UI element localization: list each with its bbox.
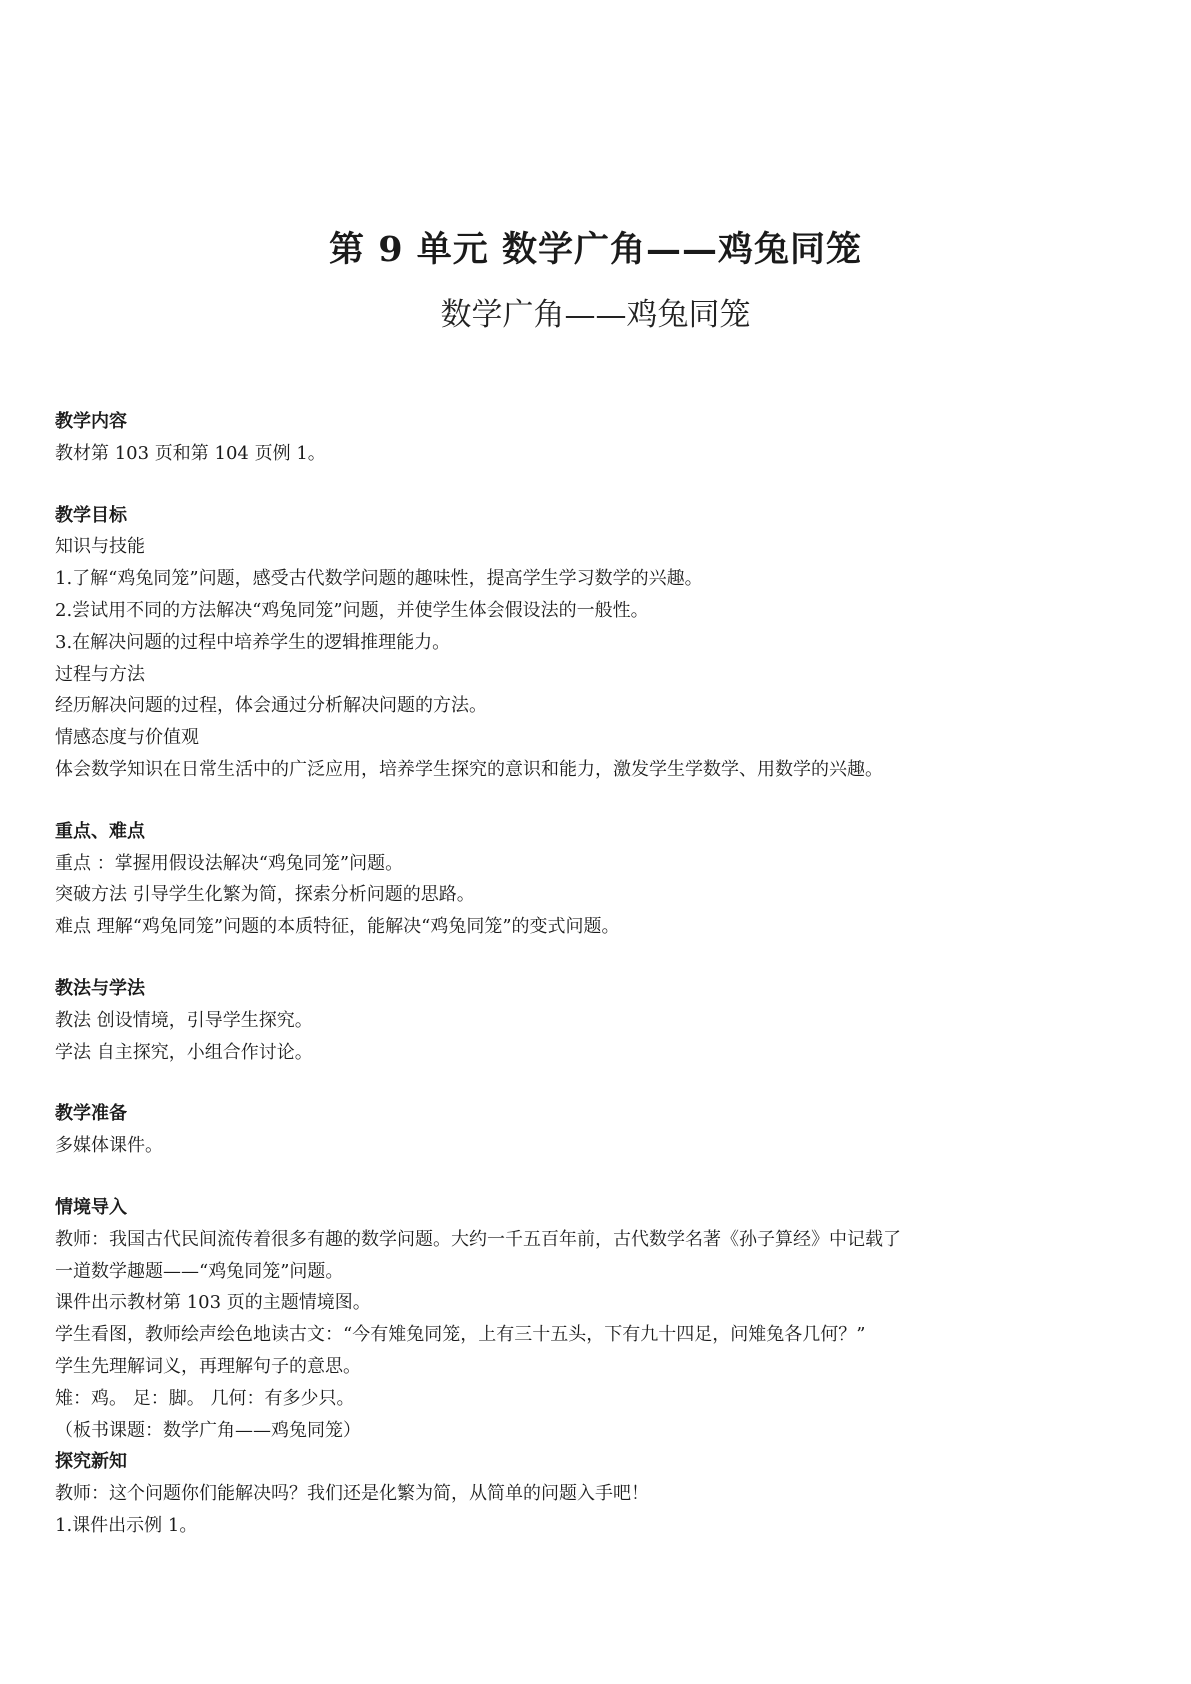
body-line: （板书课题：数学广角——鸡兔同笼）: [55, 1419, 361, 1441]
body-line: 1.课件出示例 1。: [55, 1514, 198, 1536]
document-subtitle: 数学广角——鸡兔同笼: [440, 297, 751, 333]
section-teaching-goals: [55, 500, 1155, 786]
section-key-points: [55, 816, 1155, 943]
body-line: 雉：鸡。 足：脚。 几何：有多少只。: [55, 1387, 355, 1409]
section-heading: 重点、难点: [55, 820, 145, 842]
section-intro: [55, 1192, 1155, 1446]
body-line: 教师：我国古代民间流传着很多有趣的数学问题。大约一千五百年前，古代数学名著《孙子算经》中记载了: [55, 1228, 901, 1250]
section-heading: 教学准备: [55, 1103, 127, 1125]
body-line: 情感态度与价值观: [55, 727, 199, 749]
section-teaching-content: [55, 406, 1155, 470]
body-line: 教材第 103 页和第 104 页例 1。: [55, 442, 326, 464]
body-line: 过程与方法: [55, 663, 145, 685]
body-line: 多媒体课件。: [55, 1135, 163, 1157]
section-heading: 教学内容: [55, 411, 127, 432]
body-line: 一道数学趣题——“鸡兔同笼”问题。: [55, 1260, 344, 1282]
body-line: 学法 自主探究，小组合作讨论。: [55, 1041, 313, 1063]
section-methods: [55, 973, 1155, 1068]
section-heading: 教学目标: [55, 504, 127, 526]
section-heading: 教法与学法: [55, 977, 145, 999]
document-title: 第 9 单元 数学广角——鸡兔同笼: [329, 229, 862, 270]
body-line: 教师：这个问题你们能解决吗？我们还是化繁为简，从简单的问题入手吧！: [55, 1483, 649, 1505]
body-line: 课件出示教材第 103 页的主题情境图。: [55, 1292, 371, 1314]
body-line: 重点 ：掌握用假设法解决“鸡兔同笼”问题。: [55, 852, 404, 874]
body-line: 教法 创设情境，引导学生探究。: [55, 1009, 313, 1031]
body-line: 2.尝试用不同的方法解决“鸡兔同笼”问题，并使学生体会假设法的一般性。: [55, 599, 649, 621]
section-explore: [55, 1446, 1155, 1541]
body-line: 知识与技能: [55, 536, 145, 558]
body-line: 难点 理解“鸡兔同笼”问题的本质特征，能解决“鸡兔同笼”的变式问题。: [55, 916, 620, 938]
body-line: 3.在解决问题的过程中培养学生的逻辑推理能力。: [55, 631, 451, 653]
body-line: 学生先理解词义，再理解句子的意思。: [55, 1355, 361, 1377]
document-body: [55, 406, 1155, 1542]
section-heading: 情境导入: [55, 1196, 127, 1218]
body-line: 经历解决问题的过程，体会通过分析解决问题的方法。: [55, 695, 487, 717]
section-heading: 探究新知: [55, 1451, 127, 1473]
section-preparation: [55, 1098, 1155, 1162]
body-line: 突破方法 引导学生化繁为简，探索分析问题的思路。: [55, 884, 475, 906]
body-line: 体会数学知识在日常生活中的广泛应用，培养学生探究的意识和能力，激发学生学数学、用数学的兴趣。: [55, 758, 883, 780]
body-line: 1.了解“鸡兔同笼”问题，感受古代数学问题的趣味性，提高学生学习数学的兴趣。: [55, 568, 703, 590]
body-line: 学生看图，教师绘声绘色地读古文：“今有雉兔同笼，上有三十五头，下有九十四足，问雉兔各几何？”: [55, 1324, 866, 1346]
